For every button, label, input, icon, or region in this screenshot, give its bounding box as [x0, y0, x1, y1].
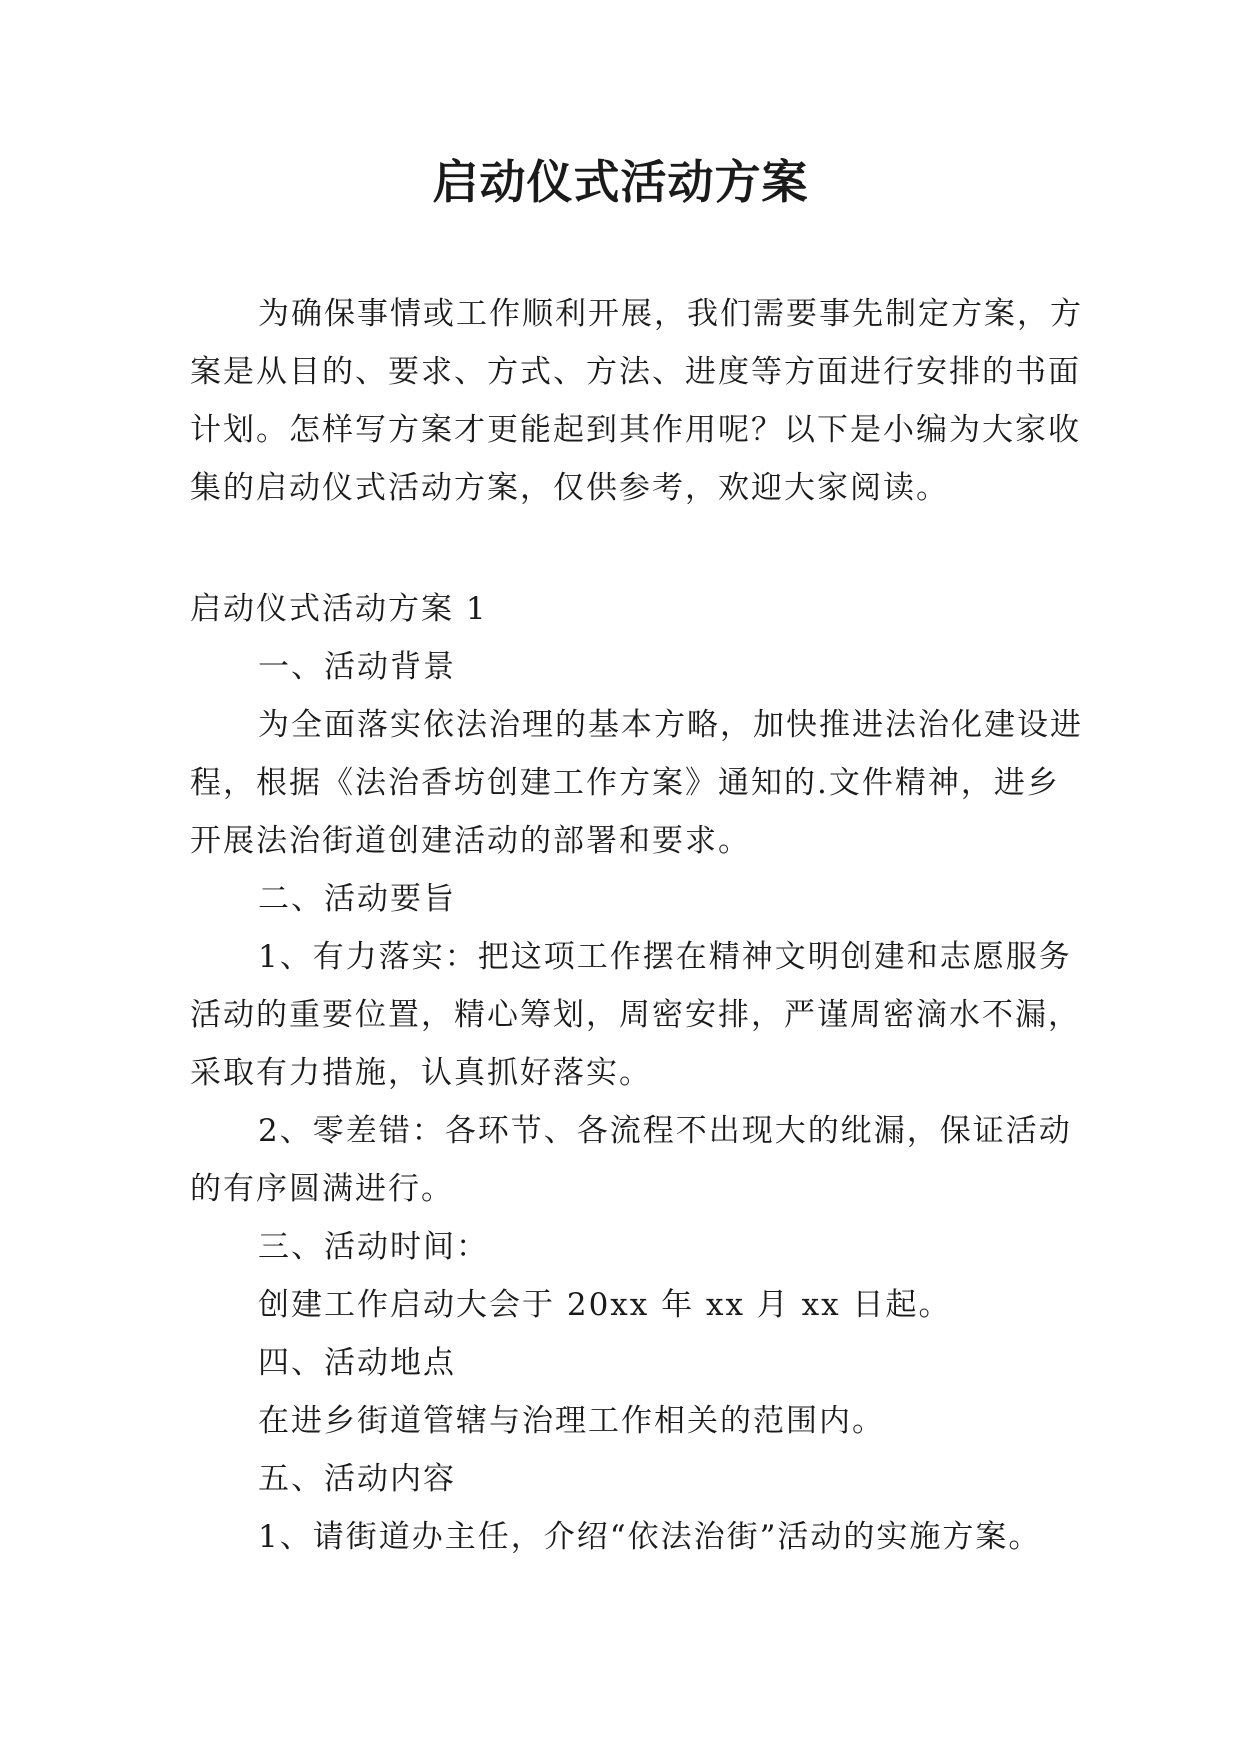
paragraph-content-heading: 五、活动内容	[258, 1461, 456, 1497]
document-title: 启动仪式活动方案	[432, 155, 809, 209]
paragraph-purpose-item-2: 2、零差错：各环节、各流程不出现大的纰漏，保证活动的有序圆满进行。	[190, 1113, 1072, 1207]
paragraph-background-heading: 一、活动背景	[258, 649, 456, 685]
intro-paragraph: 为确保事情或工作顺利开展，我们需要事先制定方案，方案是从目的、要求、方式、方法、进度等方面进行安排的书面计划。怎样写方案才更能起到其作用呢？以下是小编为大家收集的启动仪式活动方案，仅供参考，欢迎大家阅读。	[190, 296, 1083, 506]
paragraph-content-item-1: 1、请街道办主任，介绍“依法治街”活动的实施方案。	[258, 1519, 1042, 1555]
document-body	[190, 580, 1090, 1566]
section-title: 启动仪式活动方案 1	[190, 591, 488, 627]
paragraph-purpose-heading: 二、活动要旨	[258, 881, 456, 917]
paragraph-background-text: 为全面落实依法治理的基本方略，加快推进法治化建设进程，根据《法治香坊创建工作方案》通知的.文件精神，进乡开展法治街道创建活动的部署和要求。	[190, 707, 1083, 859]
paragraph-location-heading: 四、活动地点	[258, 1345, 456, 1381]
paragraph-purpose-item-1: 1、有力落实：把这项工作摆在精神文明创建和志愿服务活动的重要位置，精心筹划，周密安排，严谨周密滴水不漏，采取有力措施，认真抓好落实。	[190, 939, 1081, 1091]
paragraph-time-text: 创建工作启动大会于 20xx 年 xx 月 xx 日起。	[258, 1287, 952, 1323]
paragraph-time-heading: 三、活动时间：	[258, 1229, 489, 1265]
paragraph-location-text: 在进乡街道管辖与治理工作相关的范围内。	[258, 1403, 885, 1439]
